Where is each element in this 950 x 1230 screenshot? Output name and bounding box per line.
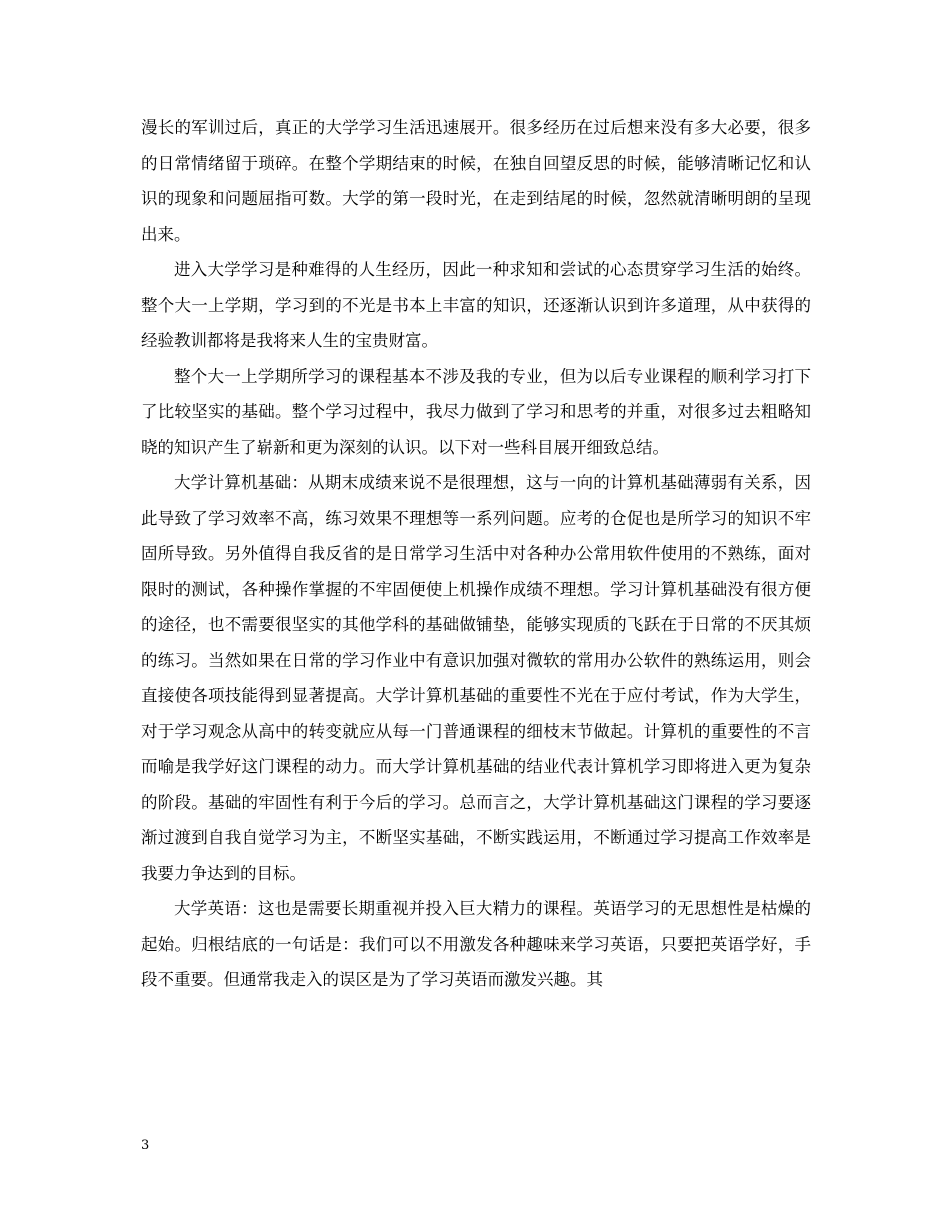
document-body xyxy=(141,110,811,998)
paragraph-2: 进入大学学习是种难得的人生经历，因此一种求知和尝试的心态贯穿学习生活的始终。整个大一上学期，学习到的不光是书本上丰富的知识，还逐渐认识到许多道理，从中获得的经验教训都将是我将来人生的宝贵财富。 xyxy=(141,260,811,350)
paragraph-4: 大学计算机基础：从期末成绩来说不是很理想，这与一向的计算机基础薄弱有关系，因此导致了学习效率不高，练习效果不理想等一系列问题。应考的仓促也是所学习的知识不牢固所导致。另外值得自我反省的是日常学习生活中对各种办公常用软件使用的不熟练，面对限时的测试，各种操作掌握的不牢固便使上机操作成绩不理想。学习计算机基础没有很方便的途径，也不需要很坚实的其他学科的基础做铺垫，能够实现质的飞跃在于日常的不厌其烦的练习。当然如果在日常的学习作业中有意识加强对微软的常用办公软件的熟练运用，则会直接使各项技能得到显著提高。大学计算机基础的重要性不光在于应付考试，作为大学生，对于学习观念从高中的转变就应从每一门普通课程的细枝末节做起。计算机的重要性的不言而喻是我学好这门课程的动力。而大学计算机基础的结业代表计算机学习即将进入更为复杂的阶段。基础的牢固性有利于今后的学习。总而言之，大学计算机基础这门课程的学习要逐渐过渡到自我自觉学习为主，不断坚实基础，不断实践运用，不断通过学习提高工作效率是我要力争达到的目标。 xyxy=(141,473,811,883)
page-number: 3 xyxy=(141,1138,150,1153)
paragraph-3: 整个大一上学期所学习的课程基本不涉及我的专业，但为以后专业课程的顺利学习打下了比较坚实的基础。整个学习过程中，我尽力做到了学习和思考的并重，对很多过去粗略知晓的知识产生了崭新和更为深刻的认识。以下对一些科目展开细致总结。 xyxy=(141,366,811,457)
paragraph-1: 漫长的军训过后，真正的大学学习生活迅速展开。很多经历在过后想来没有多大必要，很多的日常情绪留于琐碎。在整个学期结束的时候，在独自回望反思的时候，能够清晰记忆和认识的现象和问题屈指可数。大学的第一段时光，在走到结尾的时候，忽然就清晰明朗的呈现出来。 xyxy=(141,118,811,244)
paragraph-5: 大学英语：这也是需要长期重视并投入巨大精力的课程。英语学习的无思想性是枯燥的起始。归根结底的一句话是：我们可以不用激发各种趣味来学习英语，只要把英语学好，手段不重要。但通常我走入的误区是为了学习英语而激发兴趣。其 xyxy=(141,899,811,989)
